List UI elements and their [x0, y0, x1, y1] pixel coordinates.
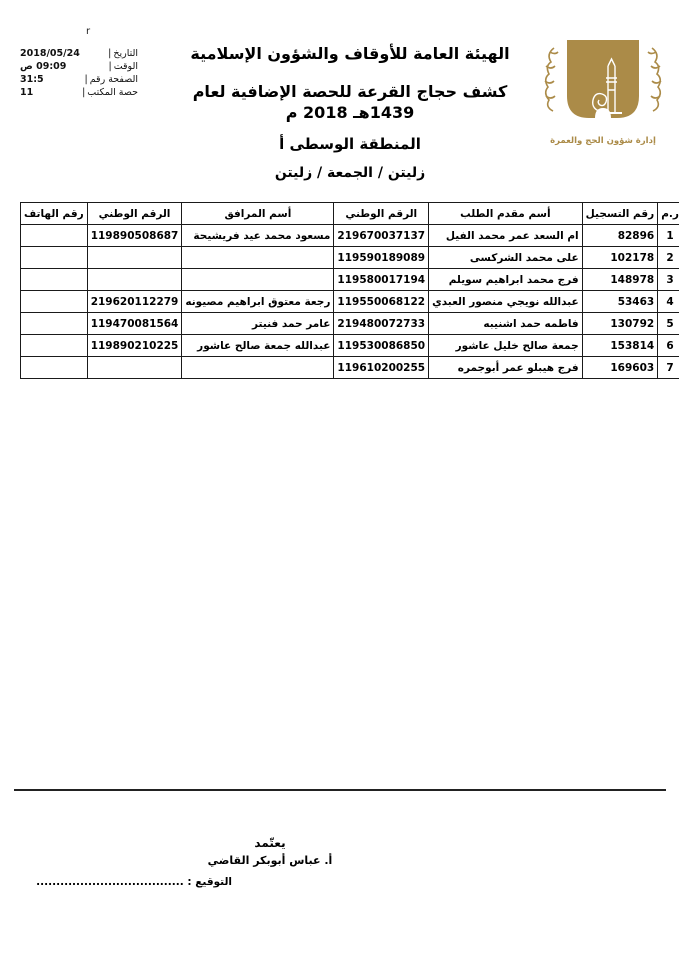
applicant-national-id: 119590189089	[334, 247, 429, 269]
row-number: 2	[658, 247, 679, 269]
phone-number	[21, 225, 88, 247]
meta-separator: |	[108, 48, 112, 59]
registration-number: 82896	[582, 225, 658, 247]
table-row	[21, 269, 679, 291]
meta-separator: |	[84, 74, 88, 85]
phone-number	[21, 357, 88, 379]
meta-office-quota-value: 11	[20, 87, 34, 98]
corner-page-mark: r	[86, 26, 91, 37]
phone-number	[21, 313, 88, 335]
header-registration-number: رقم التسجيل	[582, 203, 658, 225]
companion-name	[182, 357, 334, 379]
applicant-name: فرج هيبلو عمر أبوجمره	[429, 357, 583, 379]
location-title: زليتن / الجمعة / زليتن	[274, 165, 426, 181]
applicant-name: عبدالله نويجي منصور العبدي	[429, 291, 583, 313]
meta-page-label: الصفحة رقم	[89, 74, 138, 85]
signature-line: التوقيع : .....................................	[36, 876, 232, 888]
logo-shield-icon	[536, 26, 670, 134]
row-number: 3	[658, 269, 679, 291]
pilgrims-table-header	[21, 203, 679, 225]
phone-number	[21, 269, 88, 291]
applicant-name: على محمد الشركسى	[429, 247, 583, 269]
approver-name: أ. عباس أبوبكر القاضي	[207, 854, 333, 867]
phone-number	[21, 291, 88, 313]
companion-national-id: 219620112279	[87, 291, 182, 313]
applicant-name: جمعة صالح خليل عاشور	[429, 335, 583, 357]
header-applicant-national-id: الرقم الوطني	[334, 203, 429, 225]
companion-national-id: 119890210225	[87, 335, 182, 357]
pilgrims-table	[20, 202, 679, 379]
meta-office-quota-label: حصة المكتب	[87, 87, 138, 98]
row-number: 7	[658, 357, 679, 379]
companion-national-id: 119890508687	[87, 225, 182, 247]
pilgrims-table-body	[21, 225, 679, 379]
table-row	[21, 335, 679, 357]
phone-number	[21, 247, 88, 269]
logo-shield-shape	[567, 40, 639, 118]
applicant-national-id: 119530086850	[334, 335, 429, 357]
header-companion-national-id: الرقم الوطني	[87, 203, 182, 225]
header-row-number: ر.م	[658, 203, 679, 225]
meta-separator: |	[108, 61, 112, 72]
companion-name	[182, 247, 334, 269]
meta-page-value: 31:5	[20, 74, 44, 85]
header-row	[21, 203, 679, 225]
logo-caption: إدارة شؤون الحج والعمرة	[550, 136, 656, 146]
applicant-name: ام السعد عمر محمد الفيل	[429, 225, 583, 247]
organization-title: الهيئة العامة للأوقاف والشؤون الإسلامية	[190, 44, 510, 63]
companion-national-id	[87, 357, 182, 379]
table-row	[21, 225, 679, 247]
registration-number: 153814	[582, 335, 658, 357]
meta-separator: |	[82, 87, 86, 98]
meta-date-value: 2018/05/24	[20, 48, 80, 59]
meta-time-value: 09:09 ص	[20, 61, 67, 72]
row-number: 6	[658, 335, 679, 357]
header-applicant-name: أسم مقدم الطلب	[429, 203, 583, 225]
applicant-national-id: 119550068122	[334, 291, 429, 313]
table-row	[21, 291, 679, 313]
header-phone-number: رقم الهاتف	[21, 203, 88, 225]
companion-name	[182, 269, 334, 291]
region-title: المنطقة الوسطى أ	[279, 135, 421, 153]
document-title-line1: كشف حجاج القرعة للحصة الإضافية لعام	[192, 82, 508, 101]
table-row	[21, 247, 679, 269]
applicant-name: فاطمه حمد اشنيبه	[429, 313, 583, 335]
applicant-national-id: 119580017194	[334, 269, 429, 291]
registration-number: 169603	[582, 357, 658, 379]
approval-block	[170, 836, 370, 867]
applicant-national-id: 119610200255	[334, 357, 429, 379]
registration-number: 53463	[582, 291, 658, 313]
meta-date-label: التاريخ	[113, 48, 138, 59]
document-title-line2: 1439هـ 2018 م	[285, 103, 415, 122]
applicant-national-id: 219480072733	[334, 313, 429, 335]
logo-ornament-left	[545, 48, 558, 111]
meta-time-label: الوقت	[113, 61, 138, 72]
table-row	[21, 357, 679, 379]
table-row	[21, 313, 679, 335]
applicant-national-id: 219670037137	[334, 225, 429, 247]
companion-national-id	[87, 247, 182, 269]
row-number: 5	[658, 313, 679, 335]
companion-name: رجعة معتوق ابراهيم مصيونه	[182, 291, 334, 313]
approval-label: يعتّمد	[254, 836, 286, 850]
companion-name: عامر حمد فنيتر	[182, 313, 334, 335]
registration-number: 148978	[582, 269, 658, 291]
registration-number: 130792	[582, 313, 658, 335]
registration-number: 102178	[582, 247, 658, 269]
hajj-authority-logo	[536, 26, 670, 146]
row-number: 4	[658, 291, 679, 313]
companion-name: مسعود محمد عيد فريشيحة	[182, 225, 334, 247]
footer-divider	[14, 789, 666, 791]
companion-national-id: 119470081564	[87, 313, 182, 335]
applicant-name: فرج محمد ابراهيم سويلم	[429, 269, 583, 291]
logo-ornament-right	[648, 48, 661, 111]
row-number: 1	[658, 225, 679, 247]
companion-national-id	[87, 269, 182, 291]
phone-number	[21, 335, 88, 357]
header-companion-name: أسم المرافق	[182, 203, 334, 225]
companion-name: عبدالله جمعة صالح عاشور	[182, 335, 334, 357]
